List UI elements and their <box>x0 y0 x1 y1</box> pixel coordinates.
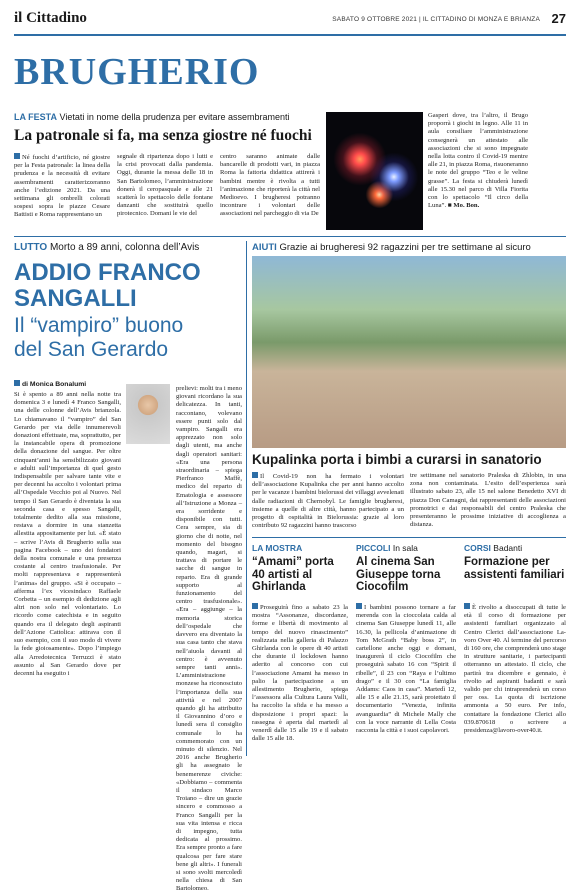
children-group-photo <box>252 256 566 448</box>
bullet-icon <box>252 603 258 609</box>
aiuti-text-2: tre settimane nel sanatorio Praleska di Zhlobin, in una zona non contaminata. L’esito dell’esperienza sarà illustrato sabato 23, alle 15 nel salone Benedetto XVI di piazza Don Camagni, dai rappresentanti delle associazioni promotrici e dai responsabili del centro Praleska che presenteranno le prossime iniziative di accoglienza a distanza. <box>410 472 566 529</box>
lutto-text-2: prelievi: molti tra i meno giovani ricordano la sua delicatezza. In tanti, raccontano, volevano essere punti solo dal vampiro. Sangalli era apprezzato non solo dagli utenti, ma anche dagli operatori sanitari: «Era una persona straordinaria – spiega Pierfranco Maffè, medico del reparto di Ematologia e assessore all’Istruzione a Monza – era sorridente e disponibile con tutti. Cera sempre, sia di giorno che di notte, nel momento del bisogno quando, magari, si trattava di portare le sacche di sangue in reparto. Era di grande supporto al funzionamento del centro trasfusionale». «Era – aggiunge – la memoria storica dell’ospedale che davvero era diventato la sua casa tanto che stava nell’aiuola davanti al centro: è avvenuto sempre tanti anni». L’amministrazione monzese ha riconosciuto l’importanza della sua attività e nel 2007 quando gli ha attribuito il Giovannino d’oro e lunedì sera il consiglio comunale lo ha commemorato con un minuto di silenzio. Nel 2016 anche Brugherio gli ha assegnato le benemerenze civiche: «Dobbiamo – commenta il sindaco Marco Troiano – dire un grazie sincero e commosso a Franco Sangalli per la sua vita intensa e ricca di impegno, tutta dedicata al prossimo. Era sempre pronto a fare qualcosa per fare stare bene gli altri». I funerali si sono svolti mercoledì nella chiesa di San Bartolomeo. <box>176 385 242 893</box>
masthead-bar <box>14 10 566 36</box>
festa-text-1: Né fuochi d’artificio, né giostre per la Festa patronale: la linea della prudenza e la necessità di evitare assembramenti caratterizzeranno anche l’edizione 2021. Da una settimana gli ombrelli colorati sospesi sopra le piazze Cesare Battisti e Roma rappresentano un <box>14 154 110 219</box>
mostra-headline: “Amami” porta 40 artisti al Ghirlanda <box>252 556 334 593</box>
fireworks-photo <box>326 112 423 230</box>
lutto-headline-2: SANGALLI <box>14 285 137 312</box>
mostra-body: Proseguirà fino a sabato 23 la mostra “Assonanze, discordanze, forme e libertà di movimento al tempo del nuovo rinascimento” realizzata nella galleria di Palazzo Ghirlanda con le opere di 40 artisti che durante il lockdown hanno aderito al concorso con cui l’associazione Amami ha messo in palio la partecipazione a un allestimento Brugherio, spiega l’assessora alla Cultura Laura Valli, ha raccolto la sfida e ha messo a disposizione i propri spazi: la rassegna è aperta dal martedì al venerdì dalle 15 alle 19 e il sabato dalle 15 alle 18. <box>252 604 348 743</box>
festa-col-3 <box>220 153 320 219</box>
festa-text-4: Gasperi dove, tra l’altro, il Brugo proporrà i giochi in legno. Alle 11 in aula consiliare l’amministrazione consegnerà un attestato alle associazioni che si sono impegnate nella lotta contro il Covid-19 mentre alle 21, in piazza Roma, risuoneranno le note del gruppo “Teo e le veline grasse”. La festa si chiuderà lunedì alle 15.30 nel parco di Villa Fiorita con lo spettacolo “Il circo della Luna”. <box>428 112 528 210</box>
lutto-kicker-text: Morto a 89 anni, colonna dell’Avis <box>49 242 200 253</box>
section-title: BRUGHERIO <box>14 51 260 93</box>
festa-tag: LA FESTA <box>14 112 57 122</box>
aiuti-headline: Kupalinka porta i bimbi a curarsi in sanatorio <box>252 452 542 467</box>
bullet-icon <box>252 472 258 478</box>
lutto-sub-2: del San Gerardo <box>14 338 169 361</box>
festa-text-3: centro saranno animate dalle bancarelle di prodotti vari, in piazza Roma la fattoria didattica attirerà i bambini mentre è rivolta a tutti l’animazione che riporterà la città nel Medioevo. I brugheresi potranno incontrare i volontari delle associazioni nel parcheggio di via De <box>220 153 320 218</box>
lutto-col-2 <box>126 385 242 894</box>
aiuti-tag: AIUTI <box>252 242 277 253</box>
lutto-author: di Monica Bonalumi <box>14 380 86 388</box>
aiuti-kicker <box>252 242 572 253</box>
festa-headline: La patronale si fa, ma senza giostre né fuochi <box>14 127 312 144</box>
vertical-divider <box>246 241 247 756</box>
divider <box>14 236 566 237</box>
author-icon <box>14 380 20 386</box>
newspaper-logo: il Cittadino <box>14 10 87 26</box>
piccoli-headline: Al cinema San Giuseppe torna Ciocofilm <box>356 556 441 593</box>
festa-text-2: segnale di ripartenza dopo i lutti e la crisi provocati dalla pandemia. Oggi, durante la messa delle 18 in San Bartolomeo, l’amministrazione donerà il ceropasquale e alle 21 scatterà lo spettacolo delle fontane danzanti che sostituirà quello pirotecnico. Domani le vie del <box>117 153 213 218</box>
aiuti-kicker-text: Grazie ai brugheresi 92 ragazzini per tre settimane al sicuro <box>279 242 531 253</box>
lutto-headline-1: ADDIO FRANCO <box>14 259 201 286</box>
corsi-kicker: CORSI Badanti <box>464 543 523 553</box>
bullet-icon <box>14 153 20 159</box>
festa-kicker <box>14 112 344 122</box>
aiuti-col-2 <box>410 472 566 529</box>
lutto-sub-1: Il “vampiro” buono <box>14 314 184 337</box>
festa-byline: Mo. Bon. <box>453 202 480 210</box>
lutto-tag: LUTTO <box>14 242 48 253</box>
mostra-kicker: LA MOSTRA <box>252 543 303 553</box>
festa-col-4: Gasperi dove, tra l’altro, il Brugo proporrà i giochi in legno. Alle 11 in aula consiliare l’amministrazione consegnerà un attestato alle associazioni che si sono impegnate nella lotta contro il Covid-19 mentre alle 21, in piazza Roma, risuoneranno le note del gruppo “Teo e le veline grasse”. La festa si chiuderà lunedì alle 15.30 nel parco di Villa Fiorita con lo spettacolo “Il circo della Luna”. ■ Mo. Bon. <box>428 112 528 210</box>
bullet-icon <box>464 603 470 609</box>
aiuti-col-1: Il Covid-19 non ha fermato i volontari dell’associazione Kupalinka che per anni hanno accolto per le vacanze i bambini bielorussi dei villaggi avvelenati dalle radiazioni di Chernobyl. Le famiglie brugheresi, insieme a quelle di altre città, hanno partecipato a un progetto di ospitalità in Bielorussia: grazie al loro contributo 92 ragazzini hanno trascorso <box>252 473 404 530</box>
lutto-kicker <box>14 242 244 253</box>
lutto-text-1: Si è spento a 89 anni nella notte tra domenica 3 e lunedì 4 Franco Sangalli, una delle colonne dell’Avis brianzola. Lo chiamavano il “vampiro” del San Gerardo per via delle innumerevoli donazioni effettuate, ma, soprattutto, per la instancabile opera di promozione della donazione del sangue. Per oltre cinquant’anni ha sensibilizzato giovani e adulti sull’importanza di quel gesto indispensabile per salvare tante vite e per decenni ha accolto i volontari prima all’Ospedale Vecchio poi al Nuovo. Nel tempo il San Gerardo è diventata la sua seconda casa e spesso Sangalli, totalmente dedito alla sua missione, restava a dormire in una stanzetta allestita appositamente per lui. «È stato – scrive l’Avis di Brugherio sulla sua pagina Facebook – uno dei fondatori della nostra comunale e una presenza costante al centro trasfusionale. Per molti rappresentava e rappresenterà l’anima» del gruppo. «Si è occupato – afferma l’ex vicesindaco Raffaele Corbetta – un esempio di dedizione agli altri non solo nel volontariato. Lo ricordo come catechista e in seguito quando era il delegato degli aspiranti dell’Azione Cattolica: attirava con il suo esempio, con il suo modo di vivere la fede gioiosamente». Dopo l’impiego alla Arredotecnica Terruzzi è stato assunto al San Gerardo dove per decenni ha eseguito i <box>14 391 121 677</box>
corsi-headline: Formazione per assistenti familiari <box>464 556 565 581</box>
dateline: SABATO 9 OTTOBRE 2021 | IL CITTADINO DI MONZA E BRIANZA <box>332 16 540 23</box>
piccoli-kicker: PICCOLI In sala <box>356 543 418 553</box>
festa-kicker-text: Vietati in nome della prudenza per evitare assembramenti <box>59 112 290 122</box>
piccoli-body: I bambini possono tornare a far merenda con la cioccolata calda al cinema San Giuseppe lunedì 11, alle 16.30, la pellicola d’animazione di Tom McGrath “Baby boss 2”, in cartellone anche oggi e domani, inaugurerà il ciclo Ciocofilm che proseguirà sabato 16 con “Spirit il ribelle”, il 23 con “Raya e l’ultimo drago” e il 30 con “La famiglia Addams: Caos in casa”. Martedì 12, alle 15 e alle 21.15, sarà proiettato il documentario “Venezia, infinita avanguardia” di Michele Mally che con la voce narrante di Lella Costa racconta la città e i suoi capolavori. <box>356 604 456 735</box>
page-number: 27 <box>551 11 566 26</box>
festa-col-2 <box>117 153 213 219</box>
divider <box>252 537 566 538</box>
corsi-body: È rivolto a disoccupati di tutte le età il corso di formazione per assistenti familiari organizzato al Centro Clerici dall’associazione La-voro Over 40. Al termine del percorso di 160 ore, che comprenderà uno stage in strutture sanitarie, i partecipanti otterranno un attestato. Il ciclo, che partirà tra dicembre e gennaio, è rivolto ad aspiranti badanti e sarà valido per chi intraprenderà un corso per oss. La quota di iscrizione ammonta a 50 euro. Per info, contattare la fondazione Clerici allo 039.870618 o scrivere a presidenza@lavoro-over40.it. <box>464 604 566 735</box>
bullet-icon <box>356 603 362 609</box>
lutto-col-1 <box>14 391 121 678</box>
festa-col-1 <box>14 153 110 220</box>
